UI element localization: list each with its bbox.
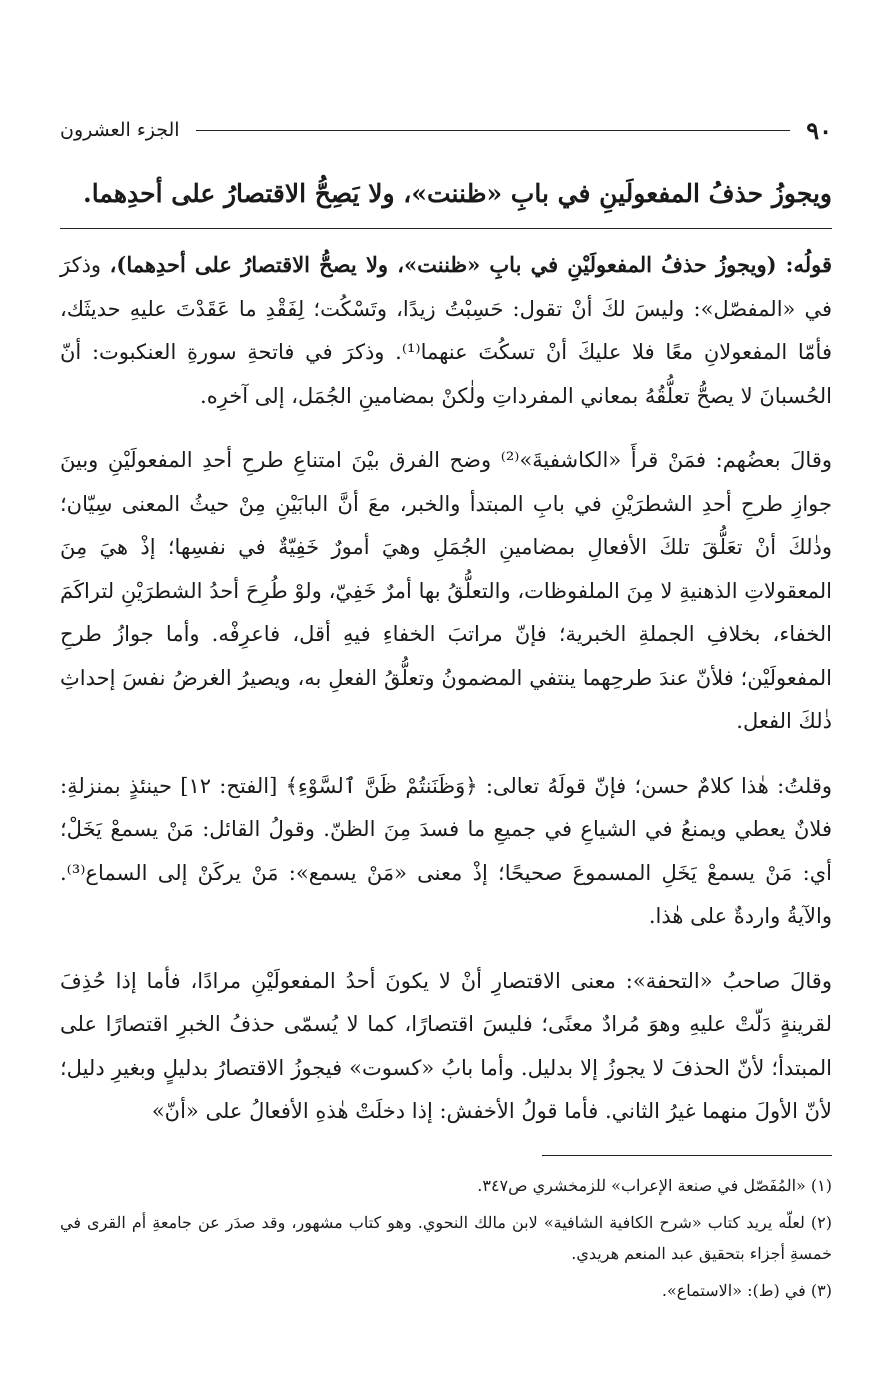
footnote-3: (٣) في (ط): «الاستماع». [661,1280,832,1300]
book-page [60,110,832,1312]
commentary-paragraph-1 [60,243,832,418]
paragraph-body: وقلتُ: هٰذا كلامٌ حسن؛ فإنّ قولَهُ تعالى: ﴿وَظَنَنتُمْ ظَنَّ ٱلسَّوْءِ﴾ [الفتح: ١٢] حينئذٍ بمنزلةِ: فلانٌ يعطي ويمنعُ في الشياعِ في جميعِ ما فسدَ مِنَ الظنّ. وقولُ القائل: مَنْ يسمعْ يَخَلْ؛ أي: مَنْ يسمعْ يَخَلِ المسموعَ صحيحًا؛ إذْ معنى «مَنْ يسمع»: مَنْ يركَنْ إلى السماع⁽³⁾. والآيةُ واردةٌ على هٰذا. [60,773,833,928]
paragraph-body: وقالَ بعضُهم: فمَنْ قرأَ «الكاشفيةَ»⁽²⁾ وضح الفرق بيْنَ امتناعِ طرحِ أحدِ المفعولَيْنِ وبينَ جوازِ طرحِ أحدِ الشطرَيْنِ في بابِ المبتدأ والخبر، معَ أنَّ البابَيْنِ مِنْ حيثُ المعنى سِيّان؛ وذٰلكَ أنْ تعَلُّقَ تلكَ الأفعالِ بمضامينِ الجُمَلِ وهيَ أمورٌ خَفِيّةٌ في نفسِها؛ إذْ هيَ مِنَ المعقولاتِ الذهنيةِ لا مِنَ الملفوظات، والتعلُّقُ بها أمرٌ خَفِيّ، ولوْ طُرِحَ أحدُ الشطرَيْنِ لتراكَمَ الخفاء، بخلافِ الجملةِ الخبرية؛ فإنّ مراتبَ الخفاءِ فيهِ أقل، فاعرِفْه. وأما جوازُ طرحِ المفعولَيْن؛ فلأنّ عندَ طرحِهما ينتفي المضمونُ وتعلُّقُ الفعلِ به، ويصيرُ الغرضُ نفسَ إحداثِ ذٰلكَ الفعل. [60,448,832,733]
paragraph-body: وقالَ صاحبُ «التحفة»: معنى الاقتصارِ أنْ لا يكونَ أحدُ المفعولَيْنِ مرادًا، فأما إذا حُذِفَ لقرينةٍ دَلّتْ عليهِ وهوَ مُرادٌ معنًى؛ فليسَ اقتصارًا، كما لا يُسمّى حذفُ الخبرِ اقتصارًا على المبتدأ؛ لأنّ الحذفَ لا يجوزُ إلا بدليل. وأما بابُ «كسوت» فيجوزُ الاقتصارُ بدليلٍ وبغيرِ دليل؛ لأنّ الأولَ منهما غيرُ الثاني. فأما قولُ الأخفش: إذا دخلَتْ هٰذهِ الأفعالُ على «أنّ» [60,968,832,1123]
header-rule [196,130,791,131]
paragraph-body: وذكرَ في «المفصّل»: وليسَ لكَ أنْ تقول: حَسِبْتُ زيدًا، وتَسْكُت؛ لِفَقْدِ ما عَقَدْتَ عليهِ حديثَك، فأمّا المفعولانِ معًا فلا عليكَ أنْ تسكُتَ عنهما⁽¹⁾. وذكرَ في فاتحةِ سورةِ العنكبوت: أنّ الحُسبانَ لا يصحُّ تعلُّقُهُ بمعاني المفرداتِ ولٰكنْ بمضامينِ الجُمَل، إلى آخرِه. [60,253,832,408]
matn-divider [60,228,832,229]
page-number: ٩٠ [806,115,832,145]
commentary-paragraph-3 [60,765,832,939]
footnotes [60,1170,832,1306]
paragraph-lead: قولُه: (ويجوزُ حذفُ المفعولَيْنِ في بابِ «ظننت»، ولا يصحُّ الاقتصارُ على أحدِهما)، [109,252,832,277]
footnote-2: (٢) لعلّه يريد كتاب «شرح الكافية الشافية» لابن مالك النحوي. وهو كتاب مشهور، وقد صدَر عن جامعةِ أم القرى في خمسةِ أجزاء بتحقيق عبد المنعم هريدي. [60,1212,833,1263]
running-title: الجزء العشرون [60,119,180,141]
running-header [60,110,832,150]
footnote-divider [542,1155,832,1156]
commentary [60,243,832,1134]
footnote-1: (١) «المُفَصّل في صنعة الإعراب» للزمخشري ص٣٤٧. [477,1175,832,1195]
commentary-paragraph-2 [60,439,832,744]
matn-text: ويجوزُ حذفُ المفعولَينِ في بابِ «ظننت»، ولا يَصِحُّ الاقتصارُ على أحدِهما. [83,179,832,208]
commentary-paragraph-4 [60,960,832,1134]
